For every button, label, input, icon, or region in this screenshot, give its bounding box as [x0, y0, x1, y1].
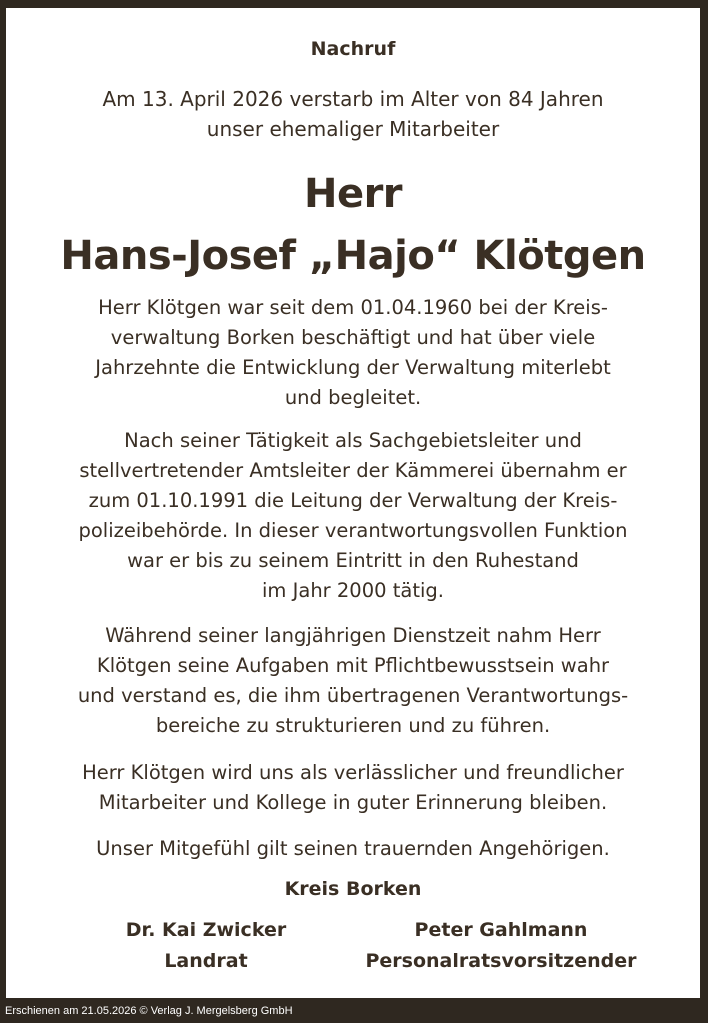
paragraph-line: Herr Klötgen war seit dem 01.04.1960 bei der Kreis-: [98, 296, 608, 319]
signatory-role: Personalratsvorsitzender: [365, 950, 637, 972]
name-full: Hans-Josef „Hajo“ Klötgen: [60, 233, 646, 279]
paragraph-positions: [6, 426, 700, 606]
signatory-name: Dr. Kai Zwicker: [125, 919, 287, 941]
paragraph-line: Nach seiner Tätigkeit als Sachgebietsleiter und: [124, 429, 582, 452]
paragraph-remembrance: [6, 758, 700, 818]
signatory-role: Landrat: [164, 950, 248, 972]
paragraph-line: im Jahr 2000 tätig.: [262, 579, 444, 602]
signatory-right: [356, 915, 646, 977]
paragraph-line: Während seiner langjährigen Dienstzeit nahm Herr: [105, 624, 601, 647]
paragraph-line: war er bis zu seinem Eintritt in den Ruhestand: [127, 549, 579, 572]
paragraph-line: Herr Klötgen wird uns als verlässlicher und freundlicher: [82, 761, 624, 784]
paragraph-line: polizeibehörde. In dieser verantwortungsvollen Funktion: [78, 519, 628, 542]
paragraph-service: [6, 621, 700, 741]
paragraph-line: Jahrzehnte die Entwicklung der Verwaltung miterlebt: [95, 356, 611, 379]
organization-name: Kreis Borken: [284, 878, 422, 900]
paragraph-condolence: [6, 834, 700, 864]
paragraph-line: Mitarbeiter und Kollege in guter Erinnerung bleiben.: [98, 791, 608, 814]
signatory-name: Peter Gahlmann: [414, 919, 588, 941]
intro-line: Am 13. April 2026 verstarb im Alter von 84 Jahren: [102, 87, 604, 111]
paragraph-line: Klötgen seine Aufgaben mit Pflichtbewusstsein wahr: [96, 654, 610, 677]
intro-text: [6, 84, 700, 144]
name-title: Herr: [303, 171, 403, 217]
paragraph-line: und begleitet.: [284, 386, 422, 409]
paragraph-line: verwaltung Borken beschäftigt und hat über viele: [110, 326, 596, 349]
notice-heading: Nachruf: [310, 38, 396, 60]
signatory-left: [106, 915, 306, 977]
obituary-notice: [6, 8, 700, 998]
publication-footer: Erschienen am 21.05.2026 © Verlag J. Mergelsberg GmbH: [5, 1005, 293, 1017]
intro-line: unser ehemaliger Mitarbeiter: [206, 117, 500, 141]
paragraph-line: zum 01.10.1991 die Leitung der Verwaltung der Kreis-: [88, 489, 618, 512]
paragraph-line: stellvertretender Amtsleiter der Kämmerei übernahm er: [79, 459, 627, 482]
paragraph-line: und verstand es, die ihm übertragenen Verantwortungs-: [77, 684, 629, 707]
deceased-name: [6, 163, 700, 287]
paragraph-career: [6, 293, 700, 413]
paragraph-line: Unser Mitgefühl gilt seinen trauernden Angehörigen.: [96, 837, 610, 860]
paragraph-line: bereiche zu strukturieren und zu führen.: [155, 714, 551, 737]
